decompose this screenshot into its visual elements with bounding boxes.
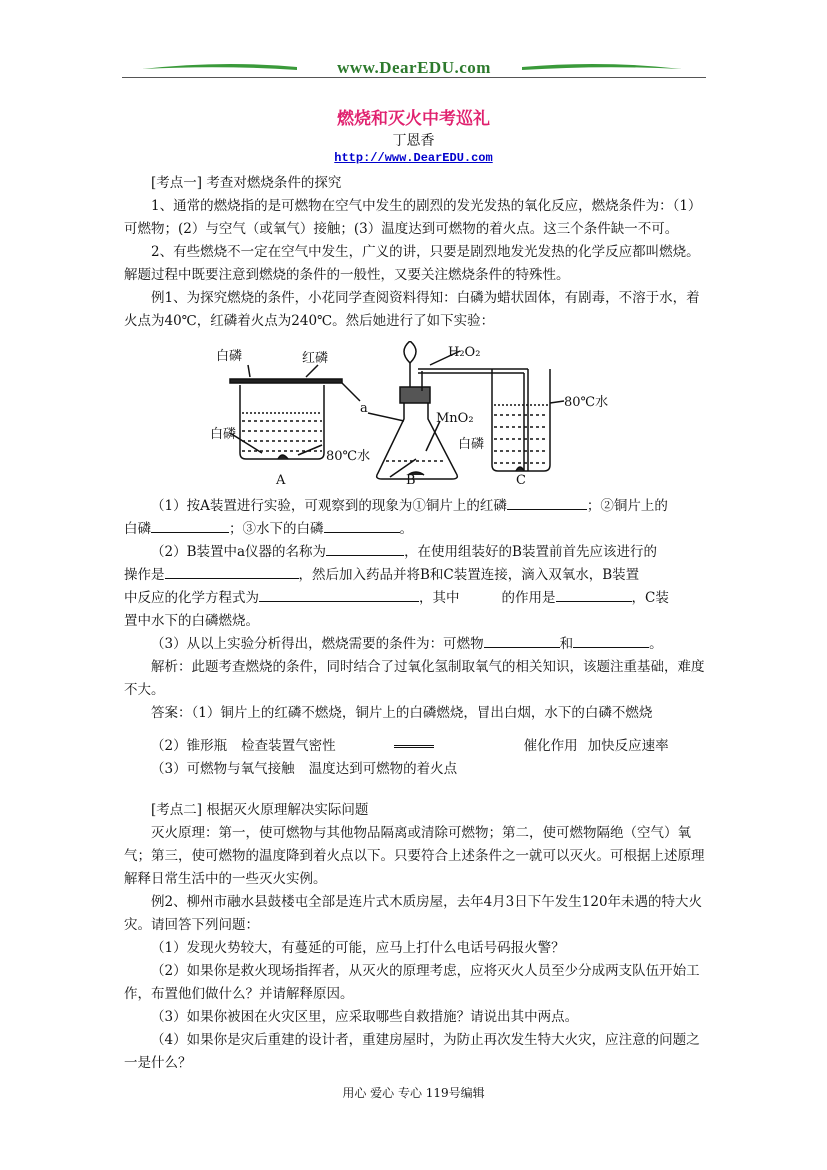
page-footer: 用心 爱心 专心 119号编辑 [342, 1086, 485, 1100]
label-red-phosphorus: 红磷 [302, 351, 329, 366]
blank-9[interactable] [573, 633, 649, 648]
label-apparatus-a: A [276, 473, 286, 488]
section1-paragraph-2: 2、有些燃烧不一定在空气中发生，广义的讲，只要是剧烈地发光发热的化学反应都叫燃烧。解题过程中既要注意到燃烧的条件的一般性，又要关注燃烧条件的特殊性。 [124, 244, 700, 283]
label-instrument-a: a [360, 401, 368, 416]
experiment-figure [210, 341, 730, 491]
question-1-cont: 白磷 ；③水下的白磷 。 [124, 518, 712, 541]
blank-6[interactable] [259, 587, 419, 602]
blank-1[interactable] [507, 495, 587, 510]
question-2-cont-2: 中反应的化学方程式为 ，其中 的作用是 ，C装 [124, 587, 712, 610]
label-apparatus-b: B [406, 473, 416, 488]
label-white-phosphorus-a: 白磷 [210, 427, 237, 442]
header-rule [122, 77, 706, 78]
section2-heading: [考点二] 根据灭火原理解决实际问题 [151, 802, 369, 818]
label-apparatus-c: C [516, 473, 526, 488]
blank-8[interactable] [484, 633, 560, 648]
question-3: （3）从以上实验分析得出，燃烧需要的条件为：可燃物 和 。 [124, 633, 712, 656]
blank-2[interactable] [151, 518, 229, 533]
answer-3: （3）可燃物与氧气接触 温度达到可燃物的着火点 [151, 761, 458, 777]
document-body [124, 172, 712, 1075]
example-2-question-4: （4）如果你是灾后重建的设计者，重建房屋时，为防止再次发生特大火灾，应注意的问题之一是什么？ [124, 1032, 700, 1071]
label-white-phosphorus-top: 白磷 [216, 349, 243, 364]
blank-5[interactable] [165, 564, 299, 579]
fire-principle: 灭火原理：第一，使可燃物与其他物品隔离或清除可燃物；第二，使可燃物隔绝（空气）氧气；第三，使可燃物的温度降到着火点以下。只要符合上述条件之一就可以灭火。可根据上述原理解释日常生活中的一些灭火实例。 [124, 825, 705, 887]
example-2-question-3: （3）如果你被困在火灾区里，应采取哪些自救措施？请说出其中两点。 [151, 1009, 579, 1025]
analysis: 解析：此题考查燃烧的条件，同时结合了过氧化氢制取氧气的相关知识，该题注重基础，难度不大。 [124, 659, 705, 698]
label-white-phosphorus-b: 白磷 [458, 437, 485, 452]
blank-3[interactable] [324, 518, 400, 533]
page-title: 燃烧和灭火中考巡礼 [337, 109, 490, 129]
question-2-cont-1: 操作是 ，然后加入药品并将B和C装置连接，滴入双氧水，B装置 [124, 564, 712, 587]
example-2-question-1: （1）发现火势较大，有蔓延的可能，应马上打什么电话号码报火警？ [151, 940, 565, 956]
question-1: （1）按A装置进行实验，可观察到的现象为①铜片上的红磷 ；②铜片上的 [124, 495, 712, 518]
label-water-c: 80℃水 [564, 395, 609, 410]
example-2-intro: 例2、柳州市融水县鼓楼屯全部是连片式木质房屋，去年4月3日下午发生120年未遇的特大火灾。请回答下列问题： [124, 894, 703, 933]
section1-paragraph-1: 1、通常的燃烧指的是可燃物在空气中发生的剧烈的发光发热的氧化反应，燃烧条件为：（1）可燃物；(2）与空气（或氧气）接触；(3）温度达到可燃物的着火点。这三个条件缺一不可。 [124, 198, 702, 237]
label-h2o2: H₂O₂ [448, 345, 481, 360]
site-link[interactable]: http://www.DearEDU.com [334, 151, 493, 165]
question-2: （2）B装置中a仪器的名称为 ，在使用组装好的B装置前首先应该进行的 [124, 541, 712, 564]
equals-sign-blank [394, 745, 434, 748]
author: 丁恩香 [392, 133, 435, 149]
question-2-cont-3: 置中水下的白磷燃烧。 [124, 613, 259, 629]
answer-2: （2）锥形瓶 检查装置气密性 催化作用 加快反应速率 [151, 738, 669, 754]
label-water-a: 80℃水 [326, 449, 371, 464]
answer-1: 答案：（1）铜片上的红磷不燃烧，铜片上的白磷燃烧，冒出白烟，水下的白磷不燃烧 [151, 705, 653, 721]
blank-4[interactable] [326, 541, 404, 556]
blank-7[interactable] [556, 587, 632, 602]
section1-heading: [考点一] 考查对燃烧条件的探究 [151, 175, 342, 191]
label-mno2: MnO₂ [436, 411, 474, 426]
example-2-question-2: （2）如果你是救火现场指挥者，从灭火的原理考虑，应将灭火人员至少分成两支队伍开始工作，布置他们做什么？并请解释原因。 [124, 963, 700, 1002]
example-1-intro: 例1、为探究燃烧的条件，小花同学查阅资料得知：白磷为蜡状固体，有剧毒，不溶于水，着火点为40℃，红磷着火点为240℃。然后她进行了如下实验： [124, 290, 700, 329]
site-header-text: www.DearEDU.com [337, 58, 491, 77]
site-header [122, 56, 706, 86]
